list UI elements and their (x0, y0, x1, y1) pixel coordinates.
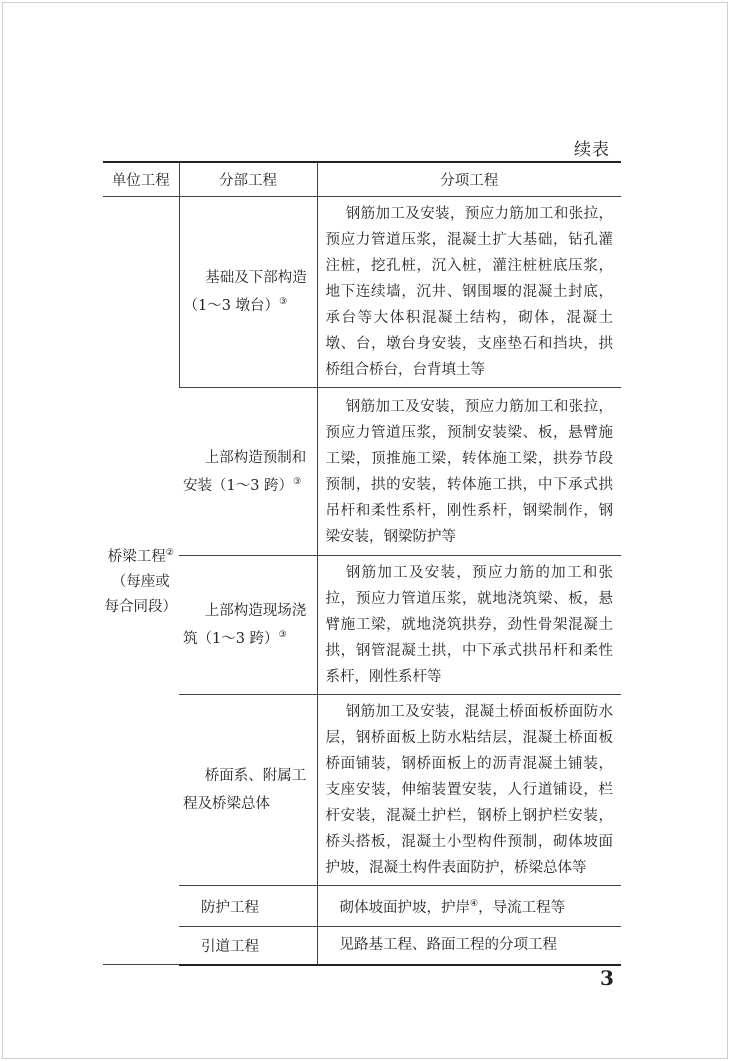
subitem-text: ，导流工程等 (478, 899, 566, 916)
footnote-marker: ③ (279, 297, 288, 308)
subitem-line: 地下连续墙，沉井、钢围堰的混凝土封底， (325, 284, 613, 300)
header-unit: 单位工程 (103, 162, 179, 197)
subitem-line: 拱，钢管混凝土拱，中下承式拱吊杆和柔性 (325, 643, 613, 659)
subitem-cell (317, 556, 621, 695)
table-row (103, 388, 621, 556)
table-row (103, 556, 621, 695)
division-cell (179, 388, 317, 556)
subitem-line: 桥组合桥台，台背填土等 (325, 362, 485, 378)
division-line: 桥面系、附属工 (204, 768, 307, 785)
division-line: 基础及下部构造 (205, 270, 307, 287)
subitem-line: 梁安装，钢梁防护等 (325, 528, 456, 545)
table-row (103, 695, 621, 886)
subitem-line: 桥头搭板，混凝土小型构件预制，砌体坡面 (325, 834, 613, 850)
unit-name: 桥梁工程 (107, 548, 166, 565)
division-line: 程及桥梁总体 (183, 795, 270, 812)
header-division: 分部工程 (179, 162, 317, 197)
subitem-line: 护坡，混凝土构件表面防护，桥梁总体等 (325, 860, 587, 876)
footnote-marker: ④ (470, 899, 479, 910)
subitem-text: 砌体坡面护坡，护岸 (339, 899, 470, 916)
engineering-division-table (103, 161, 621, 966)
subitem-cell (317, 695, 621, 886)
subitem-line: 系杆，刚性系杆等 (325, 669, 442, 685)
footnote-marker: ② (165, 548, 174, 559)
subitem-line: 层，钢桥面板上防水粘结层，混凝土桥面板 (325, 730, 613, 746)
subitem-line: 杆安装，混凝土护栏，钢桥上钢护栏安装， (325, 808, 613, 824)
header-subitem: 分项工程 (317, 162, 621, 197)
subitem-line: 支座安装，伸缩装置安装，人行道铺设，栏 (325, 782, 613, 798)
subitem-line: 桥面铺装，钢桥面板上的沥青混凝土铺装， (325, 756, 613, 772)
subitem-line: 承台等大体积混凝土结构，砌体，混凝土 (325, 310, 613, 326)
division-line: （1～3 墩台） (183, 297, 280, 314)
division-cell: 防护工程 (179, 886, 317, 927)
subitem-line: 钢筋加工及安装，预应力筋加工和张拉， (345, 206, 613, 222)
subitem-line: 吊杆和柔性系杆，刚性系杆，钢梁制作，钢 (325, 502, 613, 519)
subitem-cell: 见路基工程、路面工程的分项工程 (317, 927, 621, 965)
division-cell (179, 695, 317, 886)
subitem-line: 拉，预应力管道压浆，就地浇筑梁、板，悬 (325, 591, 613, 607)
subitem-line: 钢筋加工及安装，预应力筋加工和张拉， (345, 398, 613, 415)
division-cell (179, 556, 317, 695)
subitem-line: 工梁，顶推施工梁，转体施工梁，拱券节段 (325, 450, 613, 467)
footnote-marker: ③ (278, 630, 287, 641)
division-line: 上部构造现场浇 (204, 603, 307, 620)
table-row (103, 886, 621, 927)
continued-table-label: 续表 (574, 140, 610, 160)
division-cell (179, 197, 317, 388)
subitem-cell (317, 886, 621, 927)
page-number: 3 (600, 966, 614, 990)
subitem-line: 注桩，挖孔桩，沉入桩，灌注桩桩底压浆， (325, 258, 613, 274)
unit-cell (103, 197, 179, 965)
subitem-line: 墩、台，墩台身安装，支座垫石和挡块，拱 (325, 336, 613, 352)
subitem-line: 预应力管道压浆，预制安装梁、板，悬臂施 (325, 424, 613, 441)
subitem-line: 预制，拱的安装，转体施工拱，中下承式拱 (325, 476, 613, 493)
division-line: 上部构造预制和 (204, 449, 307, 466)
table-header-row (103, 162, 621, 197)
division-line: 筑（1～3 跨） (183, 630, 279, 647)
division-cell: 引道工程 (179, 927, 317, 965)
subitem-cell (317, 388, 621, 556)
table-row (103, 197, 621, 388)
unit-sub: 每合同段） (104, 598, 177, 615)
unit-sub: （每座或 (111, 573, 170, 590)
subitem-line: 臂施工梁，就地浇筑拱券，劲性骨架混凝土 (325, 617, 613, 633)
subitem-line: 钢筋加工及安装，预应力筋的加工和张 (345, 565, 613, 581)
footnote-marker: ③ (293, 476, 302, 487)
subitem-line: 预应力管道压浆，混凝土扩大基础，钻孔灌 (325, 232, 613, 248)
subitem-cell (317, 197, 621, 388)
subitem-line: 钢筋加工及安装，混凝土桥面板桥面防水 (345, 704, 613, 720)
division-line: 安装（1～3 跨） (183, 477, 294, 494)
table-row (103, 927, 621, 965)
